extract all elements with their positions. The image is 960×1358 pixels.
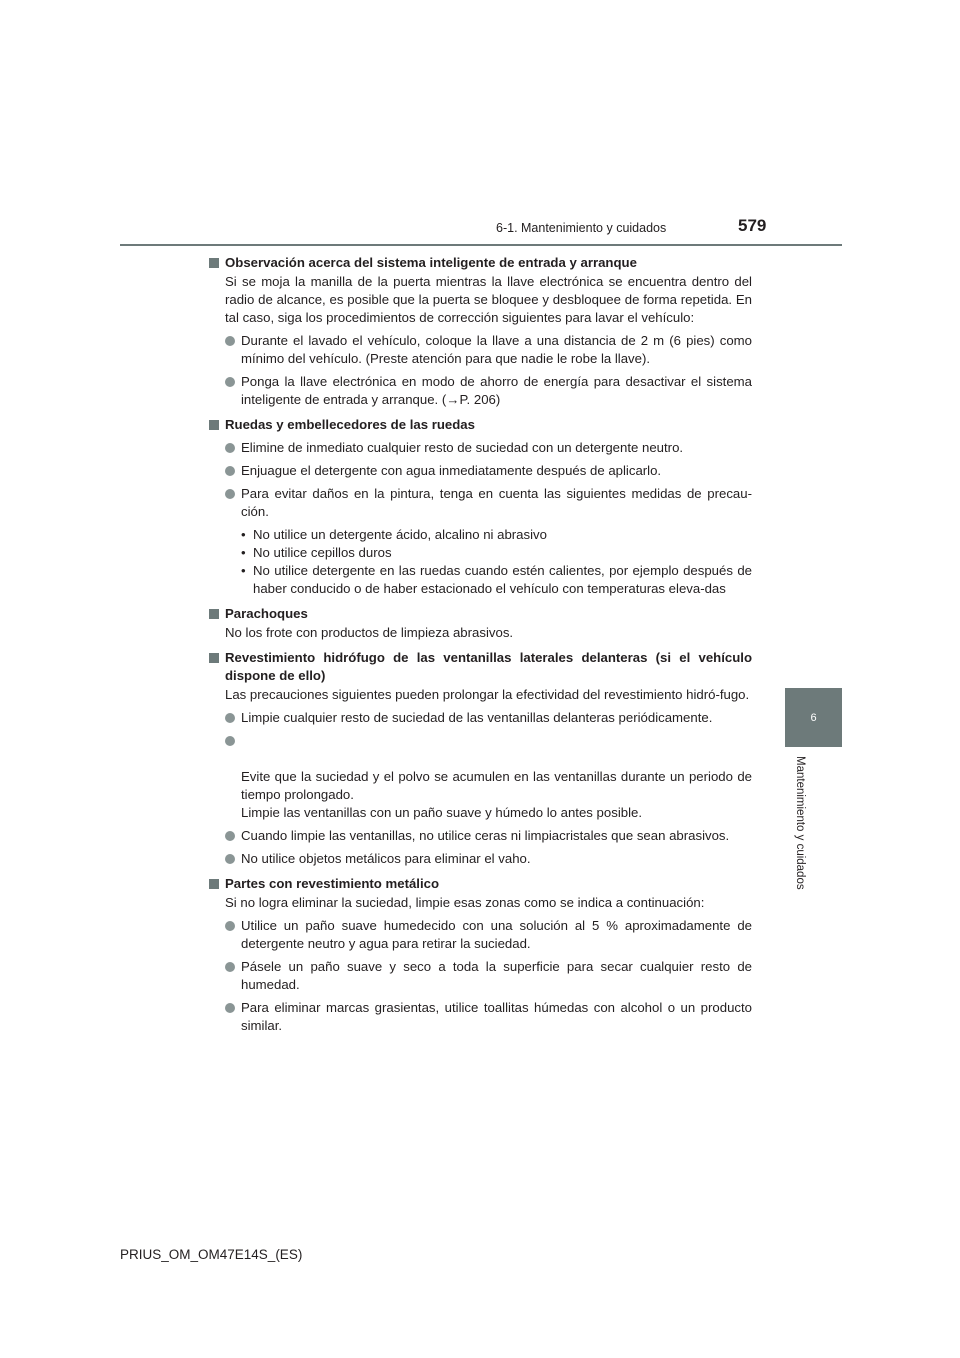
square-bullet-icon xyxy=(209,609,219,619)
circle-bullet-icon xyxy=(225,736,235,746)
section-paragraph: Las precauciones siguientes pueden prolongar la efectividad del revestimiento hidró-fugo. xyxy=(225,687,750,702)
section-title: Ruedas y embellecedores de las ruedas xyxy=(225,417,475,432)
bullet-item xyxy=(209,332,752,368)
bullet-item xyxy=(209,917,752,953)
dot-bullet-icon: • xyxy=(241,563,246,578)
bullet-item xyxy=(209,732,752,822)
bullet-text: Limpie cualquier resto de suciedad de las ventanillas delanteras periódicamente. xyxy=(241,710,713,725)
section-title: Revestimiento hidrófugo de las ventanillas laterales delanteras (si el vehículo dispone de ello) xyxy=(225,650,752,683)
square-bullet-icon xyxy=(209,420,219,430)
circle-bullet-icon xyxy=(225,854,235,864)
square-bullet-icon xyxy=(209,258,219,268)
sub-list-item xyxy=(209,544,752,562)
footer-doc-code: PRIUS_OM_OM47E14S_(ES) xyxy=(120,1247,303,1262)
bullet-item xyxy=(209,958,752,994)
bullet-text: Elimine de inmediato cualquier resto de suciedad con un detergente neutro. xyxy=(241,440,684,455)
sub-list-text: No utilice cepillos duros xyxy=(253,545,392,560)
chapter-tab-number: 6 xyxy=(810,711,817,724)
section-heading xyxy=(209,416,752,434)
section-heading xyxy=(209,254,752,272)
bullet-text: Para eliminar marcas grasientas, utilice toallitas húmedas con alcohol o un producto similar. xyxy=(241,1000,752,1033)
circle-bullet-icon xyxy=(225,336,235,346)
circle-bullet-icon xyxy=(225,1003,235,1013)
header-divider xyxy=(120,244,842,246)
section-heading xyxy=(209,649,752,685)
sub-list xyxy=(209,526,752,598)
bullet-item xyxy=(209,439,752,457)
bullet-text: Utilice un paño suave humedecido con una solución al 5 % aproximadamente de detergente neutro y agua para retirar la suciedad. xyxy=(241,918,752,951)
circle-bullet-icon xyxy=(225,831,235,841)
bullet-text: Enjuague el detergente con agua inmediatamente después de aplicarlo. xyxy=(241,463,662,478)
section-title: Partes con revestimiento metálico xyxy=(225,876,440,891)
sub-list-text: No utilice detergente en las ruedas cuando estén calientes, por ejemplo después de haber conducido o de haber estacionado el vehículo con temperaturas eleva-das xyxy=(253,563,752,596)
section-title: Observación acerca del sistema inteligente de entrada y arranque xyxy=(225,255,637,270)
bullet-text: Para evitar daños en la pintura, tenga en cuenta las siguientes medidas de precau-ción. xyxy=(241,486,752,519)
chapter-tab-label: Mantenimiento y cuidados xyxy=(794,756,806,890)
circle-bullet-icon xyxy=(225,466,235,476)
bullet-text: No utilice objetos metálicos para eliminar el vaho. xyxy=(241,851,531,866)
section-title: Parachoques xyxy=(225,606,308,621)
section-paragraph: Si se moja la manilla de la puerta mientras la llave electrónica se encuentra dentro del radio de alcance, es posible que la puerta se bloquee y desbloquee de forma repetida. En tal caso, siga los procedimientos de corrección siguientes para lavar el vehículo: xyxy=(225,274,752,325)
bullet-item xyxy=(209,850,752,868)
bullet-item xyxy=(209,462,752,480)
circle-bullet-icon xyxy=(225,921,235,931)
sub-list-item xyxy=(209,526,752,544)
bullet-item xyxy=(209,827,752,845)
circle-bullet-icon xyxy=(225,443,235,453)
bullet-item xyxy=(209,999,752,1035)
circle-bullet-icon xyxy=(225,962,235,972)
bullet-text: Evite que la suciedad y el polvo se acumulen en las ventanillas durante un periodo de tiempo prolongado. Limpie las ventanillas con un paño suave y húmedo lo antes posible. xyxy=(241,769,752,820)
circle-bullet-icon xyxy=(225,713,235,723)
section-paragraph: No los frote con productos de limpieza abrasivos. xyxy=(225,625,514,640)
page-content xyxy=(209,254,752,1035)
sub-list-item xyxy=(209,562,752,598)
section-heading xyxy=(209,605,752,623)
sub-list-text: No utilice un detergente ácido, alcalino ni abrasivo xyxy=(253,527,547,542)
square-bullet-icon xyxy=(209,879,219,889)
bullet-text: Ponga la llave electrónica en modo de ahorro de energía para desactivar el sistema inteligente de entrada y arranque. (→P. 206) xyxy=(241,374,752,407)
circle-bullet-icon xyxy=(225,489,235,499)
bullet-item xyxy=(209,373,752,409)
bullet-text: Pásele un paño suave y seco a toda la superficie para secar cualquier resto de humedad. xyxy=(241,959,752,992)
chapter-tab xyxy=(785,688,842,747)
header-section-title: 6-1. Mantenimiento y cuidados xyxy=(496,221,667,235)
dot-bullet-icon: • xyxy=(241,527,246,542)
bullet-item xyxy=(209,709,752,727)
section-paragraph: Si no logra eliminar la suciedad, limpie esas zonas como se indica a continuación: xyxy=(225,895,705,910)
circle-bullet-icon xyxy=(225,377,235,387)
bullet-text: Durante el lavado el vehículo, coloque la llave a una distancia de 2 m (6 pies) como mínimo del vehículo. (Preste atención para que nadie le robe la llave). xyxy=(241,333,752,366)
square-bullet-icon xyxy=(209,653,219,663)
bullet-text: Cuando limpie las ventanillas, no utilice ceras ni limpiacristales que sean abrasivos. xyxy=(241,828,730,843)
bullet-item xyxy=(209,485,752,521)
section-heading xyxy=(209,875,752,893)
dot-bullet-icon: • xyxy=(241,545,246,560)
page-number: 579 xyxy=(738,216,767,235)
